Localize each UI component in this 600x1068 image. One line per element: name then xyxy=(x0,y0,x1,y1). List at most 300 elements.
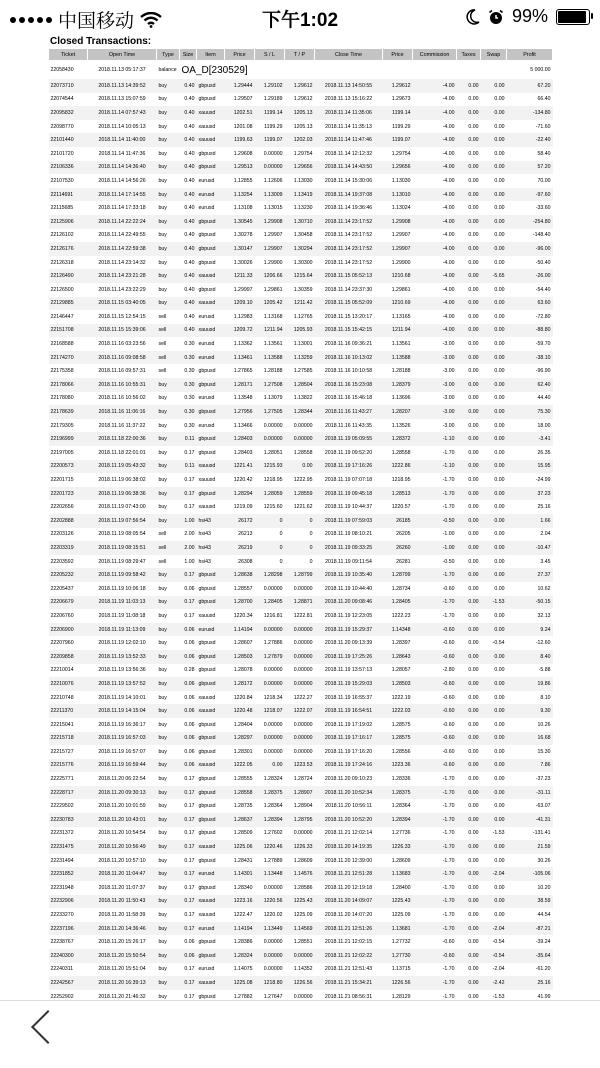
cell-close-time: 2018.11.20 14:07:20 xyxy=(324,912,373,919)
cell-type: buy xyxy=(158,640,167,647)
cell-taxes: 0.00 xyxy=(457,215,481,229)
cell-profit: 70.00 xyxy=(537,177,551,184)
cell-sl: 0.00000 xyxy=(263,939,283,946)
cell-close-price: 1.28379 xyxy=(383,378,413,392)
cell-sl: 0.00000 xyxy=(255,161,285,175)
column-header: Swap xyxy=(481,49,507,61)
cell-commission: -4.00 xyxy=(413,269,457,283)
cell-tp: 1.29754 xyxy=(293,150,313,157)
cell-ticket: 22231494 xyxy=(50,857,74,864)
cell-close-time: 2018.11.14 23:17:52 xyxy=(324,232,373,239)
cell-open-time: 2018.11.20 11:07:37 xyxy=(98,884,146,891)
cell-taxes: 0.00 xyxy=(468,640,479,647)
cell-close-price: 1.29907 xyxy=(383,242,413,256)
cell-open-time: 2018.11.20 10:54:54 xyxy=(98,830,146,837)
cell-profit: -50.15 xyxy=(507,596,553,610)
cell-tp: 1223.53 xyxy=(285,759,315,773)
cell-open-time: 2018.11.16 11:37:22 xyxy=(98,422,146,429)
cell-profit: 44.54 xyxy=(537,912,551,919)
cell-open-price: 1.28431 xyxy=(233,857,253,864)
cell-item: gbpusd xyxy=(197,487,225,501)
cell-commission: -2.80 xyxy=(442,667,455,674)
cell-commission: -1.70 xyxy=(413,596,457,610)
cell-type: buy xyxy=(158,123,167,130)
cell-close-price: 1.13024 xyxy=(391,205,411,212)
cell-sl: 1.28051 xyxy=(263,449,283,456)
cell-type: buy xyxy=(158,884,167,891)
cell-close-time: 2018.11.21 12:51:28 xyxy=(315,867,383,881)
cell-profit: 21.59 xyxy=(507,840,553,854)
cell-commission: -1.10 xyxy=(413,460,457,474)
cell-open-price: 1.28171 xyxy=(225,378,255,392)
cell-ticket: 22101720 xyxy=(50,150,74,157)
cell-taxes: 0.00 xyxy=(468,857,479,864)
cell-close-time: 2018.11.13 14:50:55 xyxy=(315,79,383,93)
cell-item: gbpusd xyxy=(198,830,216,837)
cell-size: 0.17 xyxy=(184,884,195,891)
moon-icon xyxy=(466,9,480,25)
cell-profit: 58.40 xyxy=(537,150,551,157)
cell-item: gbpusd xyxy=(198,585,216,592)
cell-open-price: 1.14194 xyxy=(225,623,255,637)
cell-commission: -3.00 xyxy=(413,351,457,365)
cell-profit: 67.20 xyxy=(507,79,553,93)
cell-type: buy xyxy=(157,79,180,93)
cell-type: buy xyxy=(158,259,167,266)
cell-item: gbpusd xyxy=(197,949,225,963)
cell-profit: 8.40 xyxy=(507,650,553,664)
cell-taxes: 0.00 xyxy=(457,432,481,446)
cell-open-time: 2018.11.19 16:59:44 xyxy=(88,759,157,773)
cell-open-price: 1220.48 xyxy=(225,704,255,718)
cell-tp: 1.13822 xyxy=(293,395,313,402)
cell-sl: 1.13561 xyxy=(263,341,283,348)
table-row xyxy=(49,528,553,542)
column-header: Open Time xyxy=(88,49,157,61)
column-header: S / L xyxy=(255,49,285,61)
cell-sl: 1205.42 xyxy=(255,297,285,311)
cell-open-time: 2018.11.16 10:55:31 xyxy=(88,378,157,392)
cell-tp: 1.27585 xyxy=(293,368,313,375)
cell-profit: 57.20 xyxy=(507,161,553,175)
cell-commission: -1.70 xyxy=(413,786,457,800)
cell-open-price: 1.28509 xyxy=(233,830,253,837)
cell-taxes: 0.00 xyxy=(457,650,481,664)
cell-sl: 1.27508 xyxy=(255,378,285,392)
cell-tp: 1.29612 xyxy=(285,79,315,93)
cell-size: 0.30 xyxy=(184,341,195,348)
cell-open-time: 2018.11.19 07:43:00 xyxy=(98,504,146,511)
table-row xyxy=(49,364,553,378)
cell-type: buy xyxy=(157,188,180,202)
cell-swap: 0.00 xyxy=(494,477,505,484)
cell-taxes: 0.00 xyxy=(457,568,481,582)
cell-open-time: 2018.11.13 14:39:52 xyxy=(88,79,157,93)
cell-close-time: 2018.11.19 12:23:05 xyxy=(324,612,373,619)
cell-size: 0.30 xyxy=(180,351,197,365)
cell-size: 0.40 xyxy=(184,150,195,157)
table-row xyxy=(49,881,553,895)
table-row xyxy=(49,677,553,691)
cell-close-price: 1210.68 xyxy=(383,269,413,283)
cell-open-price: 1.28503 xyxy=(225,650,255,664)
cell-sl: 0.00 xyxy=(255,759,285,773)
cell-swap: 0.00 xyxy=(494,368,505,375)
table-row xyxy=(49,636,553,650)
table-row xyxy=(49,949,553,963)
cell-size: 0.06 xyxy=(184,585,195,592)
cell-profit: -24.99 xyxy=(535,477,551,484)
cell-commission: -1.70 xyxy=(442,966,455,973)
cell-open-time: 2018.11.20 11:58:39 xyxy=(98,912,146,919)
cell-commission: -0.60 xyxy=(413,704,457,718)
cell-sl: 1.13015 xyxy=(263,205,283,212)
cell-close-price: 1.28799 xyxy=(383,568,413,582)
cell-open-price: 1.12983 xyxy=(233,313,253,320)
cell-swap: 0.00 xyxy=(494,748,505,755)
cell-size: 0.06 xyxy=(180,623,197,637)
cell-type: buy xyxy=(158,205,167,212)
cell-item: gbpusd xyxy=(198,776,216,783)
cell-close-time: 2018.11.20 14:09:07 xyxy=(315,895,383,909)
cell-size: 0.30 xyxy=(184,395,195,402)
cell-taxes: 0.00 xyxy=(457,704,481,718)
cell-taxes: 0.00 xyxy=(457,242,481,256)
cell-close-time: 2018.11.19 07:59:03 xyxy=(315,514,383,528)
cell-ticket: 22206760 xyxy=(50,612,74,619)
cell-type: buy xyxy=(158,803,167,810)
cell-commission: -4.00 xyxy=(442,259,455,266)
cell-type: sell xyxy=(157,351,180,365)
cell-item: eurusd xyxy=(198,422,215,429)
cell-item: xauusd xyxy=(197,460,225,474)
cell-close-price: 1223.36 xyxy=(383,759,413,773)
table-row xyxy=(49,500,553,514)
cell-profit: -61.20 xyxy=(535,966,551,973)
cell-swap: 0.00 xyxy=(481,568,507,582)
cell-type: buy xyxy=(158,286,167,293)
cell-open-time: 2018.11.20 15:51:04 xyxy=(98,966,146,973)
cell-item: xauusd xyxy=(197,297,225,311)
cell-taxes: 0.00 xyxy=(457,133,481,147)
cell-open-price: 1.13108 xyxy=(233,205,253,212)
cell-commission: -0.60 xyxy=(442,939,455,946)
cell-commission: -0.60 xyxy=(442,721,455,728)
cell-commission: -1.70 xyxy=(413,922,457,936)
cell-tp: 1.28904 xyxy=(293,803,313,810)
cell-open-price: 1.28404 xyxy=(233,721,253,728)
cell-open-price: 1.30545 xyxy=(225,215,255,229)
cell-taxes: 0.00 xyxy=(468,694,479,701)
cell-close-price: 1.29754 xyxy=(391,150,411,157)
cell-open-price: 1.27956 xyxy=(225,405,255,419)
cell-open-price: 1.28172 xyxy=(225,677,255,691)
cell-sl: 0.00000 xyxy=(263,585,283,592)
table-header xyxy=(49,49,553,61)
cell-commission: -0.60 xyxy=(442,640,455,647)
cell-open-price: 1222.47 xyxy=(233,912,253,919)
cell-ticket: 22178066 xyxy=(49,378,88,392)
cell-open-price: 1.12855 xyxy=(233,177,253,184)
cell-open-time: 2018.11.14 22:49:55 xyxy=(98,232,146,239)
cell-type: buy xyxy=(157,786,180,800)
cell-size: 0.11 xyxy=(180,432,197,446)
cell-ticket: 22126318 xyxy=(50,259,74,266)
cell-profit: 44.40 xyxy=(537,395,551,402)
cell-close-time: 2018.11.20 10:56:11 xyxy=(325,803,372,810)
cell-open-price: 1225.08 xyxy=(225,976,255,990)
cell-close-price: 1.28643 xyxy=(383,650,413,664)
cell-item: gbpusd xyxy=(197,405,225,419)
cell-commission: -0.60 xyxy=(413,623,457,637)
cell-open-price: 1221.41 xyxy=(225,460,255,474)
cell-close-price: 1225.09 xyxy=(391,912,411,919)
cell-profit: 32.13 xyxy=(537,612,551,619)
cell-close-price: 1.28556 xyxy=(391,748,411,755)
cell-taxes: 0.00 xyxy=(457,378,481,392)
table-row xyxy=(49,963,553,977)
cell-close-time: 2018.11.16 11:43:35 xyxy=(325,422,372,429)
cell-tp: 1225.09 xyxy=(293,912,313,919)
cell-swap: 0.00 xyxy=(481,242,507,256)
clock: 下午1:02 xyxy=(261,10,339,31)
cell-tp: 1226.56 xyxy=(285,976,315,990)
cell-profit: -54.40 xyxy=(535,286,551,293)
cell-tp: 1.28609 xyxy=(293,857,313,864)
cell-taxes: 0.00 xyxy=(468,96,479,103)
cell-swap: -1.53 xyxy=(481,596,507,610)
cell-profit: -88.80 xyxy=(507,324,553,338)
cell-type: buy xyxy=(158,612,167,619)
cell-close-price: 1.28400 xyxy=(391,884,411,891)
cell-profit: 18.00 xyxy=(537,422,551,429)
cell-swap: 0.00 xyxy=(481,351,507,365)
cell-taxes: 0.00 xyxy=(468,504,479,511)
cell-close-price: 1.29900 xyxy=(391,259,411,266)
cell-type: balance xyxy=(158,67,177,73)
cell-sl: 1.13079 xyxy=(263,395,283,402)
cell-sl: 1.28324 xyxy=(263,776,283,783)
cell-sl: 0.00000 xyxy=(263,966,283,973)
cell-tp: 1205.93 xyxy=(285,324,315,338)
cell-item: hsi43 xyxy=(197,514,225,528)
cell-ticket: 22095832 xyxy=(49,106,88,120)
cell-close-time: 2018.11.19 16:54:51 xyxy=(315,704,383,718)
cell-swap: 0.00 xyxy=(494,313,505,320)
cell-profit: 30.26 xyxy=(537,857,551,864)
cell-sl: 1.27602 xyxy=(263,830,283,837)
cell-close-price: 1.28394 xyxy=(383,813,413,827)
cell-ticket: 22201723 xyxy=(49,487,88,501)
cell-item: xauusd xyxy=(198,123,216,130)
cell-taxes: 0.00 xyxy=(468,721,479,728)
cell-sl: 1.29907 xyxy=(263,232,283,239)
cell-open-time: 2018.11.19 16:57:07 xyxy=(98,748,146,755)
cell-open-price: 1225.06 xyxy=(225,840,255,854)
cell-swap: -0.54 xyxy=(481,949,507,963)
cell-ticket: 22073710 xyxy=(49,79,88,93)
cell-close-time: 2018.11.14 23:17:52 xyxy=(315,242,383,256)
cell-swap: -1.53 xyxy=(492,830,505,837)
cell-profit: -5.88 xyxy=(538,667,551,674)
table-row xyxy=(49,935,553,949)
cell-sl: 0.00000 xyxy=(263,721,283,728)
cell-size: 0.40 xyxy=(184,96,195,103)
cell-profit: 26.35 xyxy=(537,449,551,456)
cell-tp: 0.00000 xyxy=(293,748,313,755)
cell-taxes: 0.00 xyxy=(468,259,479,266)
cell-profit: 1.66 xyxy=(507,514,553,528)
cell-tp: 0 xyxy=(309,531,313,538)
cell-taxes: 0.00 xyxy=(457,895,481,909)
cell-size: 2.00 xyxy=(180,541,197,555)
cell-item: gbpusd xyxy=(198,721,216,728)
cell-open-time: 2018.11.14 11:40:00 xyxy=(88,133,157,147)
cell-taxes: 0.00 xyxy=(468,205,479,212)
cell-ticket: 22230783 xyxy=(49,813,88,827)
cell-swap: -2.04 xyxy=(481,922,507,936)
cell-ticket: 22106336 xyxy=(49,161,88,175)
cell-taxes: 0.00 xyxy=(468,830,479,837)
cell-open-price: 1.28324 xyxy=(225,949,255,963)
cell-tp: 0 xyxy=(285,514,315,528)
cell-size: 0.17 xyxy=(180,895,197,909)
cell-profit: -87.21 xyxy=(507,922,553,936)
cell-close-price: 1199.14 xyxy=(383,106,413,120)
table-row xyxy=(49,555,553,569)
cell-profit: -105.06 xyxy=(507,867,553,881)
cell-type: buy xyxy=(158,150,167,157)
cell-size: 0.06 xyxy=(180,949,197,963)
cell-type: buy xyxy=(157,759,180,773)
cell-item: xauusd xyxy=(198,694,216,701)
cell-tp: 1205.13 xyxy=(293,123,313,130)
cell-close-price: 1222.19 xyxy=(391,694,411,701)
cell-tp: 1.13230 xyxy=(293,205,313,212)
back-arrow-icon[interactable] xyxy=(31,1010,65,1044)
cell-close-time: 2018.11.14 19:37:08 xyxy=(315,188,383,202)
cell-swap: 0.00 xyxy=(494,259,505,266)
cell-size: 0.17 xyxy=(180,487,197,501)
cell-open-price: 1.13461 xyxy=(225,351,255,365)
cell-profit: -50.40 xyxy=(535,259,551,266)
cell-commission: -4.00 xyxy=(413,106,457,120)
table-row xyxy=(49,759,553,773)
cell-open-price: 1201.08 xyxy=(233,123,253,130)
cell-open-price: 26219 xyxy=(225,541,255,555)
cell-size: 0.17 xyxy=(180,867,197,881)
cell-close-price: 26185 xyxy=(383,514,413,528)
table-row xyxy=(49,623,553,637)
cell-tp: 0.00000 xyxy=(285,949,315,963)
cell-swap: 0.00 xyxy=(494,531,505,538)
table-row xyxy=(49,256,553,270)
cell-profit: 62.40 xyxy=(507,378,553,392)
alarm-icon xyxy=(488,9,504,25)
cell-open-time: 2018.11.19 13:52:33 xyxy=(88,650,157,664)
cell-item: gbpusd xyxy=(198,449,216,456)
cell-close-price: 1.13683 xyxy=(383,867,413,881)
cell-open-price: 1.28294 xyxy=(225,487,255,501)
cell-taxes: 0.00 xyxy=(457,297,481,311)
cell-tp: 1.28871 xyxy=(285,596,315,610)
cell-tp: 0.00000 xyxy=(285,650,315,664)
cell-ticket: 22203126 xyxy=(50,531,74,538)
cell-ticket: 22233270 xyxy=(50,912,74,919)
cell-close-price: 1.28503 xyxy=(383,677,413,691)
cell-item: eurusd xyxy=(198,313,215,320)
cell-item: xauusd xyxy=(198,912,216,919)
cell-swap: 0.00 xyxy=(481,840,507,854)
table-row xyxy=(49,854,553,868)
cell-item: gbpusd xyxy=(197,378,225,392)
cell-ticket: 22206900 xyxy=(49,623,88,637)
cell-open-price: 26172 xyxy=(225,514,255,528)
cell-taxes: 0.00 xyxy=(468,912,479,919)
cell-commission: -0.60 xyxy=(413,949,457,963)
cell-commission: -0.60 xyxy=(442,694,455,701)
cell-commission: -4.00 xyxy=(413,297,457,311)
cell-swap: 0.00 xyxy=(481,215,507,229)
table-row xyxy=(49,867,553,881)
cell-swap: 0.00 xyxy=(494,395,505,402)
cell-close-price: 1222.86 xyxy=(383,460,413,474)
cell-size: 0.17 xyxy=(180,596,197,610)
cell-commission: -4.00 xyxy=(442,205,455,212)
cell-open-price: 1.29608 xyxy=(233,150,253,157)
table-row xyxy=(49,161,553,175)
battery-percent: 99% xyxy=(511,6,548,26)
cell-ticket: 22129885 xyxy=(49,297,88,311)
status-bar-right xyxy=(466,6,590,27)
cell-sl: 0.00000 xyxy=(255,432,285,446)
cell-open-time: 2018.11.20 15:26:17 xyxy=(98,939,146,946)
table-row xyxy=(49,473,553,487)
cell-commission: -0.60 xyxy=(442,585,455,592)
cell-size: 0.17 xyxy=(184,477,195,484)
cell-profit: -38.10 xyxy=(507,351,553,365)
cell-ticket: 22203319 xyxy=(49,541,88,555)
cell-profit: -41.31 xyxy=(507,813,553,827)
cell-item: hsi43 xyxy=(198,531,211,538)
cell-open-price: 1.27865 xyxy=(233,368,253,375)
cell-type: sell xyxy=(158,531,167,538)
cell-close-time: 2018.11.14 23:17:52 xyxy=(324,259,373,266)
cell-commission: -1.70 xyxy=(413,976,457,990)
table-row xyxy=(49,188,553,202)
cell-commission: -0.60 xyxy=(442,748,455,755)
cell-open-time: 2018.11.19 11:08:18 xyxy=(98,612,146,619)
cell-tp: 1.14569 xyxy=(285,922,315,936)
cell-swap: 0.00 xyxy=(494,884,505,891)
column-header: Close Time xyxy=(315,49,383,61)
cell-ticket: 22252902 xyxy=(50,993,74,1000)
cell-type: sell xyxy=(158,368,167,375)
cell-taxes: 0.00 xyxy=(457,351,481,365)
cell-profit: 15.95 xyxy=(507,460,553,474)
cell-sl: 1.29102 xyxy=(255,79,285,93)
cell-close-price: 1.29612 xyxy=(383,79,413,93)
cell-commission: -1.70 xyxy=(442,449,455,456)
cell-sl: 1215.60 xyxy=(263,504,283,511)
cell-sl: 1220.56 xyxy=(255,895,285,909)
cell-taxes: 0.00 xyxy=(457,949,481,963)
cell-type: buy xyxy=(157,133,180,147)
cell-type: buy xyxy=(158,912,167,919)
cell-taxes: 0.00 xyxy=(468,993,479,1000)
cell-open-time: 2018.11.19 09:58:42 xyxy=(88,568,157,582)
cell-ticket: 22215776 xyxy=(49,759,88,773)
